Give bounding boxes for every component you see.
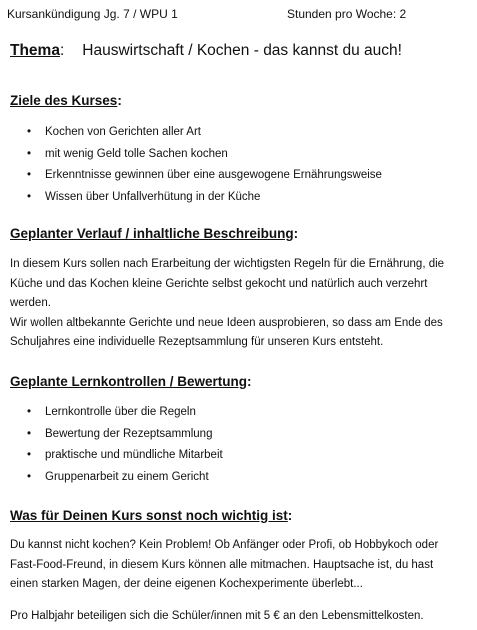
list-item bbox=[0, 125, 382, 147]
assessment-heading-text: Geplante Lernkontrollen / Bewertung bbox=[10, 374, 248, 389]
bullet-icon: • bbox=[27, 169, 32, 181]
topic-colon: : bbox=[59, 42, 65, 59]
paragraph-line: Schuljahres eine individuelle Rezeptsammlung für unseren Kurs entsteht. bbox=[10, 336, 384, 349]
plan-heading-text: Geplanter Verlauf / inhaltliche Beschreibung bbox=[10, 226, 294, 241]
plan-heading-colon: : bbox=[293, 226, 299, 241]
list-item bbox=[0, 427, 223, 449]
list-item-text: Lernkontrolle über die Regeln bbox=[45, 406, 196, 418]
list-item-text: praktische und mündliche Mitarbeit bbox=[45, 449, 223, 461]
bullet-icon: • bbox=[27, 427, 32, 440]
list-item-text: Bewertung der Rezeptsammlung bbox=[45, 427, 213, 440]
goals-heading bbox=[10, 93, 122, 108]
assessment-heading bbox=[10, 374, 252, 389]
goals-list bbox=[0, 125, 382, 211]
important-heading bbox=[10, 508, 292, 523]
list-item bbox=[0, 405, 223, 427]
important-heading-text: Was für Deinen Kurs sonst noch wichtig ist bbox=[10, 508, 288, 523]
topic-text: Hauswirtschaft / Kochen - das kannst du auch! bbox=[82, 42, 402, 59]
paragraph-line: Fast-Food-Freund, in diesem Kurs können alle mitmachen. Hauptsache ist, du hast bbox=[10, 558, 434, 571]
paragraph-line: Du kannst nicht kochen? Kein Problem! Ob Anfänger oder Profi, ob Hobbykoch oder bbox=[10, 539, 439, 551]
bullet-icon: • bbox=[27, 190, 32, 203]
list-item-text: Kochen von Gerichten aller Art bbox=[45, 126, 201, 138]
list-item-text: mit wenig Geld tolle Sachen kochen bbox=[45, 147, 228, 160]
topic-line bbox=[10, 42, 402, 60]
goals-heading-colon: : bbox=[117, 93, 122, 108]
plan-heading bbox=[10, 226, 298, 241]
list-item bbox=[0, 448, 223, 470]
bullet-icon: • bbox=[27, 406, 32, 418]
header-course-info: Kursankündigung Jg. 7 / WPU 1 bbox=[7, 7, 178, 21]
header-hours-per-week: Stunden pro Woche: 2 bbox=[287, 7, 407, 21]
paragraph-line: Wir wollen altbekannte Gerichte und neue Ideen ausprobieren, so dass am Ende des bbox=[10, 316, 443, 329]
plan-description bbox=[10, 255, 470, 353]
bullet-icon: • bbox=[27, 449, 32, 461]
topic-label: Thema bbox=[10, 42, 60, 59]
assessment-list bbox=[0, 405, 223, 491]
list-item bbox=[0, 190, 382, 212]
paragraph-line: Küche und das Kochen kleine Gerichte selbst gekocht und natürlich auch verzehrt bbox=[10, 277, 428, 290]
paragraph-line: werden. bbox=[10, 297, 51, 310]
bullet-icon: • bbox=[27, 470, 32, 483]
list-item-text: Erkenntnisse gewinnen über eine ausgewogene Ernährungsweise bbox=[45, 169, 382, 181]
bullet-icon: • bbox=[27, 147, 32, 160]
important-description bbox=[10, 536, 470, 595]
goals-heading-text: Ziele des Kurses bbox=[10, 93, 118, 108]
paragraph-line: einen starken Magen, der deine eigenen Kochexperimente überlebt... bbox=[10, 578, 363, 591]
bullet-icon: • bbox=[27, 126, 32, 138]
list-item-text: Wissen über Unfallverhütung in der Küche bbox=[45, 190, 261, 203]
cost-note: Pro Halbjahr beteiligen sich die Schüler/innen mit 5 € an den Lebensmittelkosten. bbox=[10, 610, 424, 622]
paragraph-line: In diesem Kurs sollen nach Erarbeitung der wichtigsten Regeln für die Ernährung, die bbox=[10, 258, 445, 270]
important-heading-colon: : bbox=[287, 508, 293, 523]
list-item-text: Gruppenarbeit zu einem Gericht bbox=[45, 470, 209, 483]
list-item bbox=[0, 168, 382, 190]
list-item bbox=[0, 470, 223, 492]
list-item bbox=[0, 147, 382, 169]
assessment-heading-colon: : bbox=[247, 374, 252, 389]
